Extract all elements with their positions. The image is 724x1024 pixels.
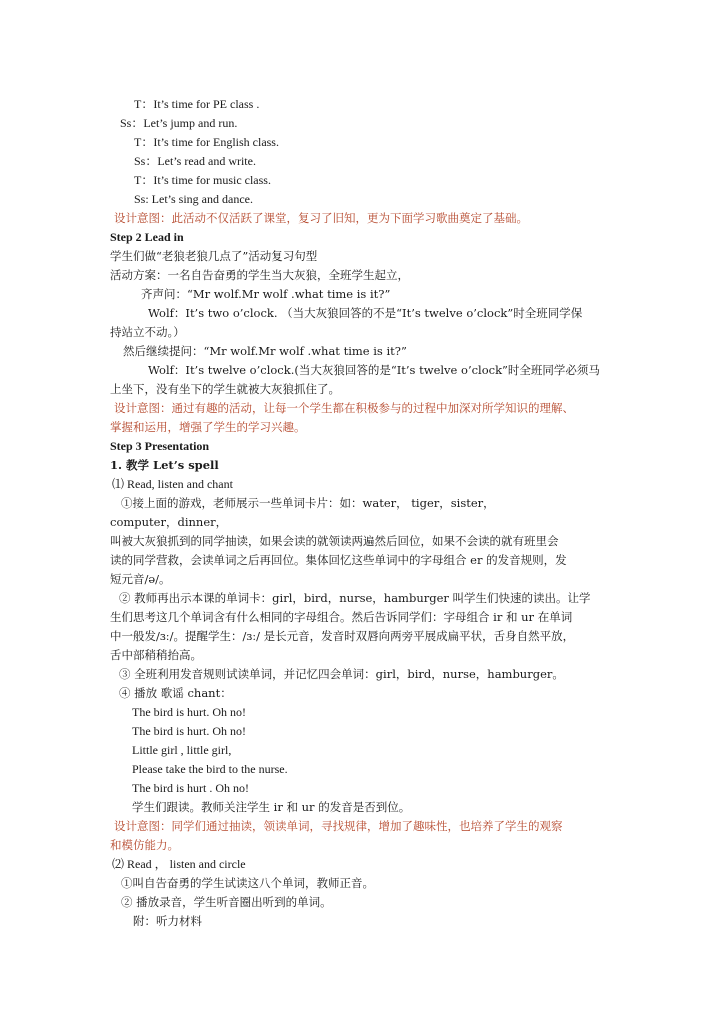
- paragraph-line: 叫被大灰狼抓到的同学抽读，如果会读的就领读两遍然后回位，如果不会读的就有班里会: [110, 534, 559, 548]
- paragraph-line: ①接上面的游戏，老师展示一些单词卡片：如：water， tiger，sister，: [121, 496, 495, 510]
- paragraph-line: ①叫自告奋勇的学生试读这八个单词，教师正音。: [121, 876, 374, 890]
- design-intent-note: 和模仿能力。: [110, 838, 179, 852]
- paragraph-line: 学生们做“老狼老狼几点了”活动复习句型: [110, 249, 318, 263]
- paragraph-line: 读的同学营救，会读单词之后再回位。集体回忆这些单词中的字母组合 er 的发音规则，发: [110, 553, 567, 567]
- design-intent-note: 设计意图：通过有趣的活动，让每一个学生都在积极参与的过程中加深对所学知识的理解、: [114, 401, 574, 415]
- dialogue-line: T：It’s time for PE class .: [134, 97, 260, 111]
- paragraph-line: ② 教师再出示本课的单词卡：girl，bird，nurse，hamburger 叫学生们快速的读出。让学: [119, 591, 591, 605]
- dialogue-line: Ss：Let’s read and write.: [134, 154, 256, 168]
- dialogue-line: T：It’s time for English class.: [134, 135, 279, 149]
- paragraph-line: 学生们跟读。教师关注学生 ir 和 ur 的发音是否到位。: [132, 800, 411, 814]
- paragraph-line: 活动方案：一名自告奋勇的学生当大灰狼，全班学生起立，: [110, 268, 409, 282]
- chant-line: The bird is hurt. Oh no!: [132, 705, 246, 719]
- paragraph-line: 中一般发/ɜː/。提醒学生：/ɜː/ 是长元音，发音时双唇向两旁平展成扁平状，舌身自然平放，: [110, 629, 575, 643]
- paragraph-line: Wolf：It’s two o’clock. （当大灰狼回答的不是“It’s twelve o’clock”时全班同学保: [148, 306, 583, 320]
- section-heading: Step 2 Lead in: [110, 230, 184, 244]
- chant-line: Little girl , little girl,: [132, 743, 232, 757]
- section-heading: Step 3 Presentation: [110, 439, 210, 453]
- paragraph-line: computer，dinner，: [110, 515, 228, 529]
- paragraph-line: ④ 播放 歌谣 chant：: [119, 686, 232, 700]
- paragraph-line: 齐声问：“Mr wolf.Mr wolf .what time is it?”: [141, 287, 391, 301]
- paragraph-line: ② 播放录音，学生听音圈出听到的单词。: [121, 895, 332, 909]
- paragraph-line: ③ 全班利用发音规则试读单词，并记忆四会单词：girl，bird，nurse，hamburger。: [119, 667, 564, 681]
- design-intent-note: 掌握和运用，增强了学生的学习兴趣。: [110, 420, 306, 434]
- paragraph-line: ⑴ Read, listen and chant: [112, 477, 233, 491]
- design-intent-note: 设计意图：同学们通过抽读，领读单词，寻找规律，增加了趣味性，也培养了学生的观察: [114, 819, 563, 833]
- paragraph-line: 附：听力材料: [133, 914, 202, 928]
- subsection-heading: 1. 教学 Let’s spell: [110, 458, 219, 472]
- paragraph-line: 持站立不动。）: [110, 325, 185, 339]
- paragraph-line: ⑵ Read ， listen and circle: [112, 857, 246, 871]
- chant-line: Please take the bird to the nurse.: [132, 762, 288, 776]
- paragraph-line: 然后继续提问：“Mr wolf.Mr wolf .what time is it?”: [123, 344, 407, 358]
- paragraph-line: 生们思考这几个单词含有什么相同的字母组合。然后告诉同学们：字母组合 ir 和 ur 在单词: [110, 610, 573, 624]
- chant-line: The bird is hurt . Oh no!: [132, 781, 249, 795]
- design-intent-note: 设计意图：此活动不仅活跃了课堂，复习了旧知，更为下面学习歌曲奠定了基础。: [114, 211, 528, 225]
- paragraph-line: 上坐下，没有坐下的学生就被大灰狼抓住了。: [110, 382, 340, 396]
- paragraph-line: Wolf：It’s twelve o’clock.(当大灰狼回答的是“It’s twelve o’clock”时全班同学必须马: [148, 363, 600, 377]
- paragraph-line: 舌中部稍稍抬高。: [110, 648, 202, 662]
- dialogue-line: T：It’s time for music class.: [134, 173, 271, 187]
- dialogue-line: Ss: Let’s sing and dance.: [134, 192, 253, 206]
- paragraph-line: 短元音/ə/。: [110, 572, 171, 586]
- chant-line: The bird is hurt. Oh no!: [132, 724, 246, 738]
- dialogue-line: Ss：Let’s jump and run.: [120, 116, 238, 130]
